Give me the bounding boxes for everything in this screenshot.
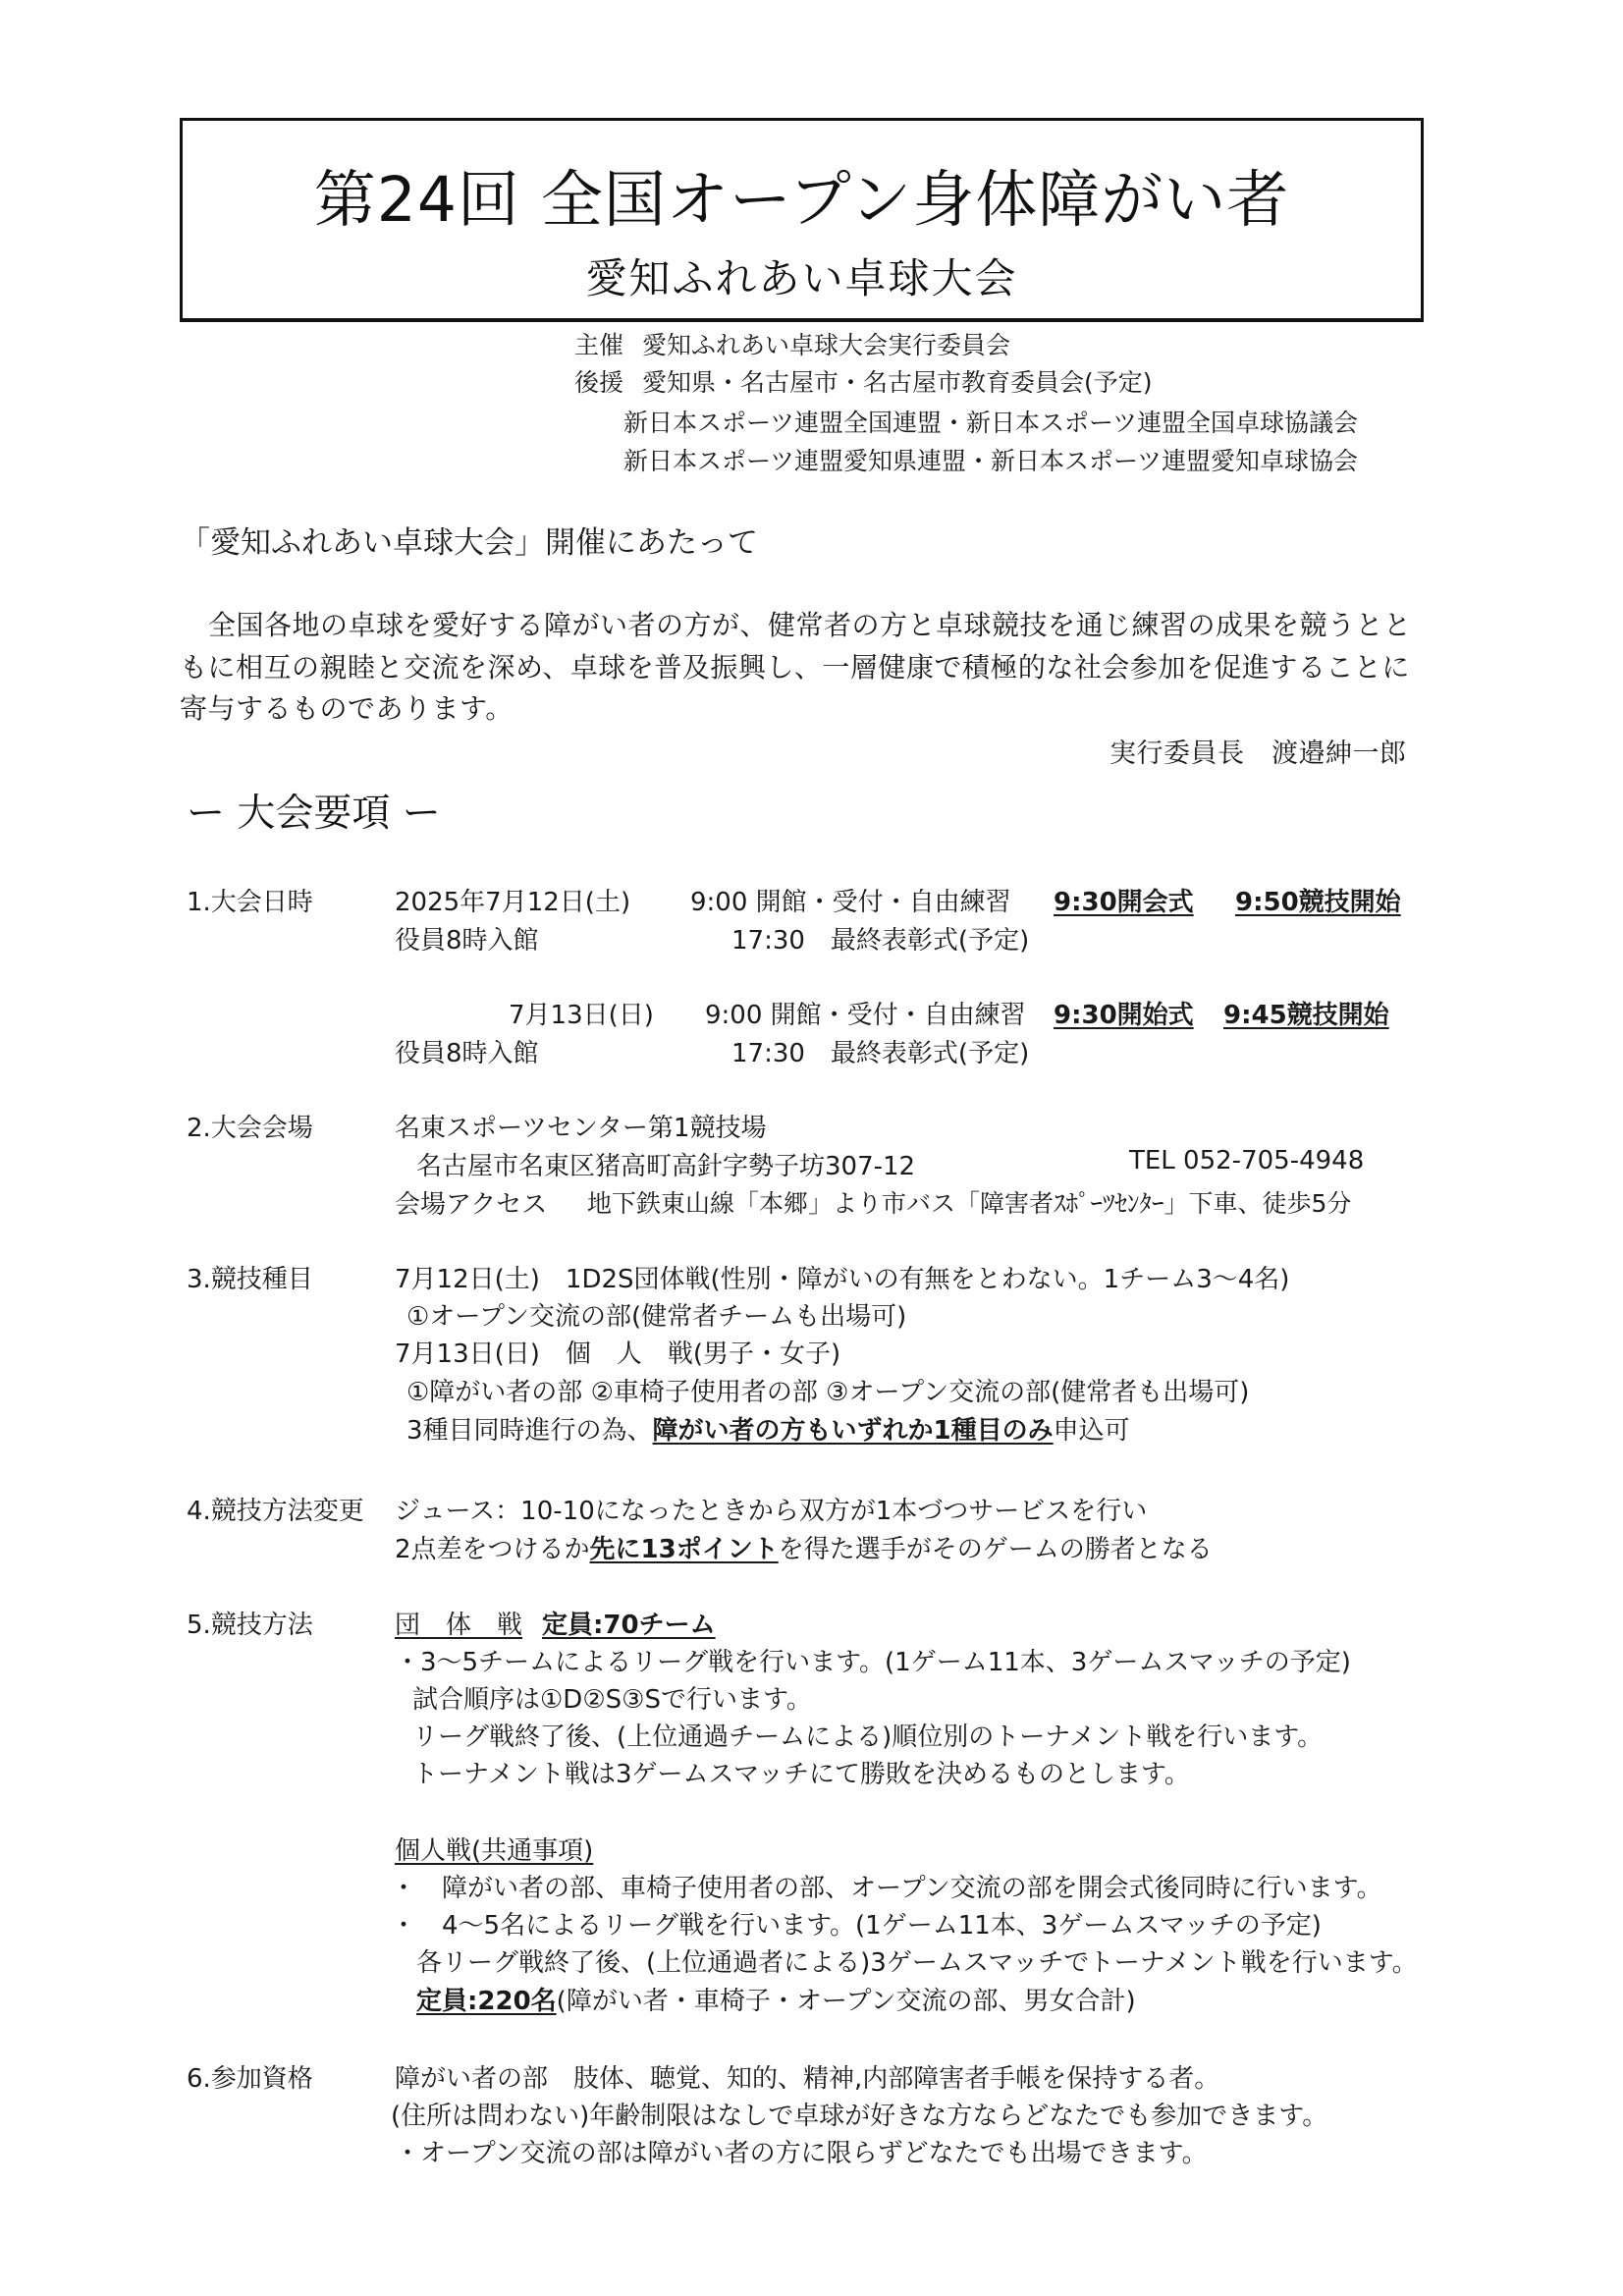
day2-open: 9:00 開館・受付・自由練習: [705, 1001, 1026, 1030]
individual-capacity: 定員:220名: [416, 1987, 557, 2016]
day2-end: 17:30 最終表彰式(予定): [731, 1039, 1030, 1068]
intro-paragraph-line: 寄与するものであります。: [180, 692, 514, 725]
rule-line-1: ジュース：10-10になったときから双方が1本づつサービスを行い: [395, 1497, 1148, 1526]
event-note-emphasis: 障がい者の方もいずれか1種目のみ: [652, 1416, 1054, 1446]
intro-paragraph-line: もに相互の親睦と交流を深め、卓球を普及振興し、一層健康で積極的な社会参加を促進することに: [180, 651, 1410, 683]
individual-line-2: ・ 4～5名によるリーグ戦を行います。(1ゲーム11本、3ゲームスマッチの予定): [391, 1911, 1322, 1941]
rule-line-2: [395, 1529, 1213, 1565]
team-line-2: 試合順序は①D②S③Sで行います。: [412, 1685, 812, 1715]
support-line-3: 新日本スポーツ連盟愛知県連盟・新日本スポーツ連盟愛知卓球協会: [623, 447, 1359, 475]
individual-line-1: ・ 障がい者の部、車椅子使用者の部、オープン交流の部を開会式後同時に行います。: [391, 1874, 1382, 1903]
rule-emphasis: 先に13ポイント: [589, 1535, 779, 1564]
event-line-1: 7月12日(土) 1D2S団体戦(性別・障がいの有無をとわない。1チーム3～4名): [395, 1265, 1290, 1294]
day2-staff: 役員8時入館: [395, 1039, 539, 1068]
event-line-5: [406, 1410, 1130, 1447]
day1-ceremony: 9:30開会式: [1054, 888, 1194, 917]
section-4-label: 4.競技方法変更: [187, 1497, 364, 1526]
eligibility-line-1: 障がい者の部 肢体、聴覚、知的、精神,内部障害者手帳を保持する者。: [395, 2064, 1220, 2094]
event-note-a: 3種目同時進行の為、: [406, 1416, 653, 1446]
event-line-3: 7月13日(日) 個 人 戦(男子・女子): [395, 1339, 841, 1369]
team-line-3: リーグ戦終了後、(上位通過チームによる)順位別のトーナメント戦を行います。: [412, 1722, 1324, 1752]
section-2-label: 2.大会会場: [187, 1114, 313, 1143]
rule-line-2c: を得た選手がそのゲームの勝者となる: [778, 1535, 1213, 1564]
event-line-4: ①障がい者の部 ②車椅子使用者の部 ③オープン交流の部(健常者も出場可): [406, 1378, 1250, 1407]
venue-address: 名古屋市名東区猪高町高針字勢子坊307-12: [416, 1152, 916, 1181]
day1-date: 2025年7月12日(土): [395, 888, 631, 917]
support-label: 後援: [574, 368, 624, 397]
section-6-label: 6.参加資格: [187, 2064, 313, 2094]
page-subtitle: 愛知ふれあい卓球大会: [585, 254, 1018, 302]
individual-line-4: [416, 1981, 1136, 2017]
team-line-1: ・3～5チームによるリーグ戦を行います。(1ゲーム11本、3ゲームスマッチの予定): [395, 1648, 1351, 1677]
access-text: 地下鉄東山線「本郷」より市バス「障害者ｽﾎﾟｰﾂｾﾝﾀｰ」下車、徒歩5分: [587, 1189, 1352, 1218]
day1-end: 17:30 最終表彰式(予定): [731, 926, 1030, 956]
support-line-1: 愛知県・名古屋市・名古屋市教育委員会(予定): [642, 368, 1153, 397]
day1-staff: 役員8時入館: [395, 926, 539, 956]
venue-tel: TEL 052-705-4948: [1129, 1146, 1365, 1175]
access-label: 会場アクセス: [395, 1190, 548, 1220]
eligibility-line-2: (住所は問わない)年齢制限はなしで卓球が好きな方ならどなたでも参加できます。: [391, 2102, 1328, 2131]
section-1-label: 1.大会日時: [187, 888, 313, 917]
section-5-label: 5.競技方法: [187, 1611, 313, 1640]
section-3-label: 3.競技種目: [187, 1265, 313, 1294]
venue-name: 名東スポーツセンター第1競技場: [395, 1114, 767, 1143]
support-line-2: 新日本スポーツ連盟全国連盟・新日本スポーツ連盟全国卓球協議会: [623, 409, 1359, 437]
title-box: [180, 118, 1424, 322]
host-name: 愛知ふれあい卓球大会実行委員会: [642, 331, 1011, 359]
day2-ceremony: 9:30開始式: [1054, 1001, 1194, 1030]
individual-capacity-note: (障がい者・車椅子・オープン交流の部、男女合計): [556, 1987, 1136, 2016]
day2-start: 9:45競技開始: [1223, 1001, 1389, 1030]
team-heading: 団 体 戦: [395, 1611, 523, 1640]
day2-date: 7月13日(日): [509, 1001, 654, 1030]
day1-start: 9:50競技開始: [1235, 888, 1401, 917]
event-line-2: ①オープン交流の部(健常者チームも出場可): [406, 1302, 907, 1332]
signature: 実行委員長 渡邉紳一郎: [1109, 738, 1407, 769]
team-capacity: 定員:70チーム: [542, 1611, 716, 1640]
team-line-4: トーナメント戦は3ゲームスマッチにて勝敗を決めるものとします。: [412, 1760, 1190, 1789]
outline-heading: ー 大会要項 ー: [187, 792, 441, 836]
intro-paragraph-line: 全国各地の卓球を愛好する障がい者の方が、健常者の方と卓球競技を通じ練習の成果を競うとと: [208, 609, 1412, 641]
event-note-c: 申込可: [1053, 1416, 1130, 1446]
page-title: 第24回 全国オープン身体障がい者: [313, 164, 1290, 236]
eligibility-line-3: ・オープン交流の部は障がい者の方に限らずどなたでも出場できます。: [395, 2139, 1208, 2168]
rule-line-2a: 2点差をつけるか: [395, 1535, 590, 1564]
intro-heading: 「愛知ふれあい卓球大会」開催にあたって: [180, 525, 758, 561]
individual-line-3: 各リーグ戦終了後、(上位通過者による)3ゲームスマッチでトーナメント戦を行います。: [416, 1948, 1418, 1978]
individual-heading: 個人戦(共通事項): [395, 1836, 594, 1866]
day1-open: 9:00 開館・受付・自由練習: [690, 888, 1011, 917]
host-label: 主催: [574, 331, 624, 359]
